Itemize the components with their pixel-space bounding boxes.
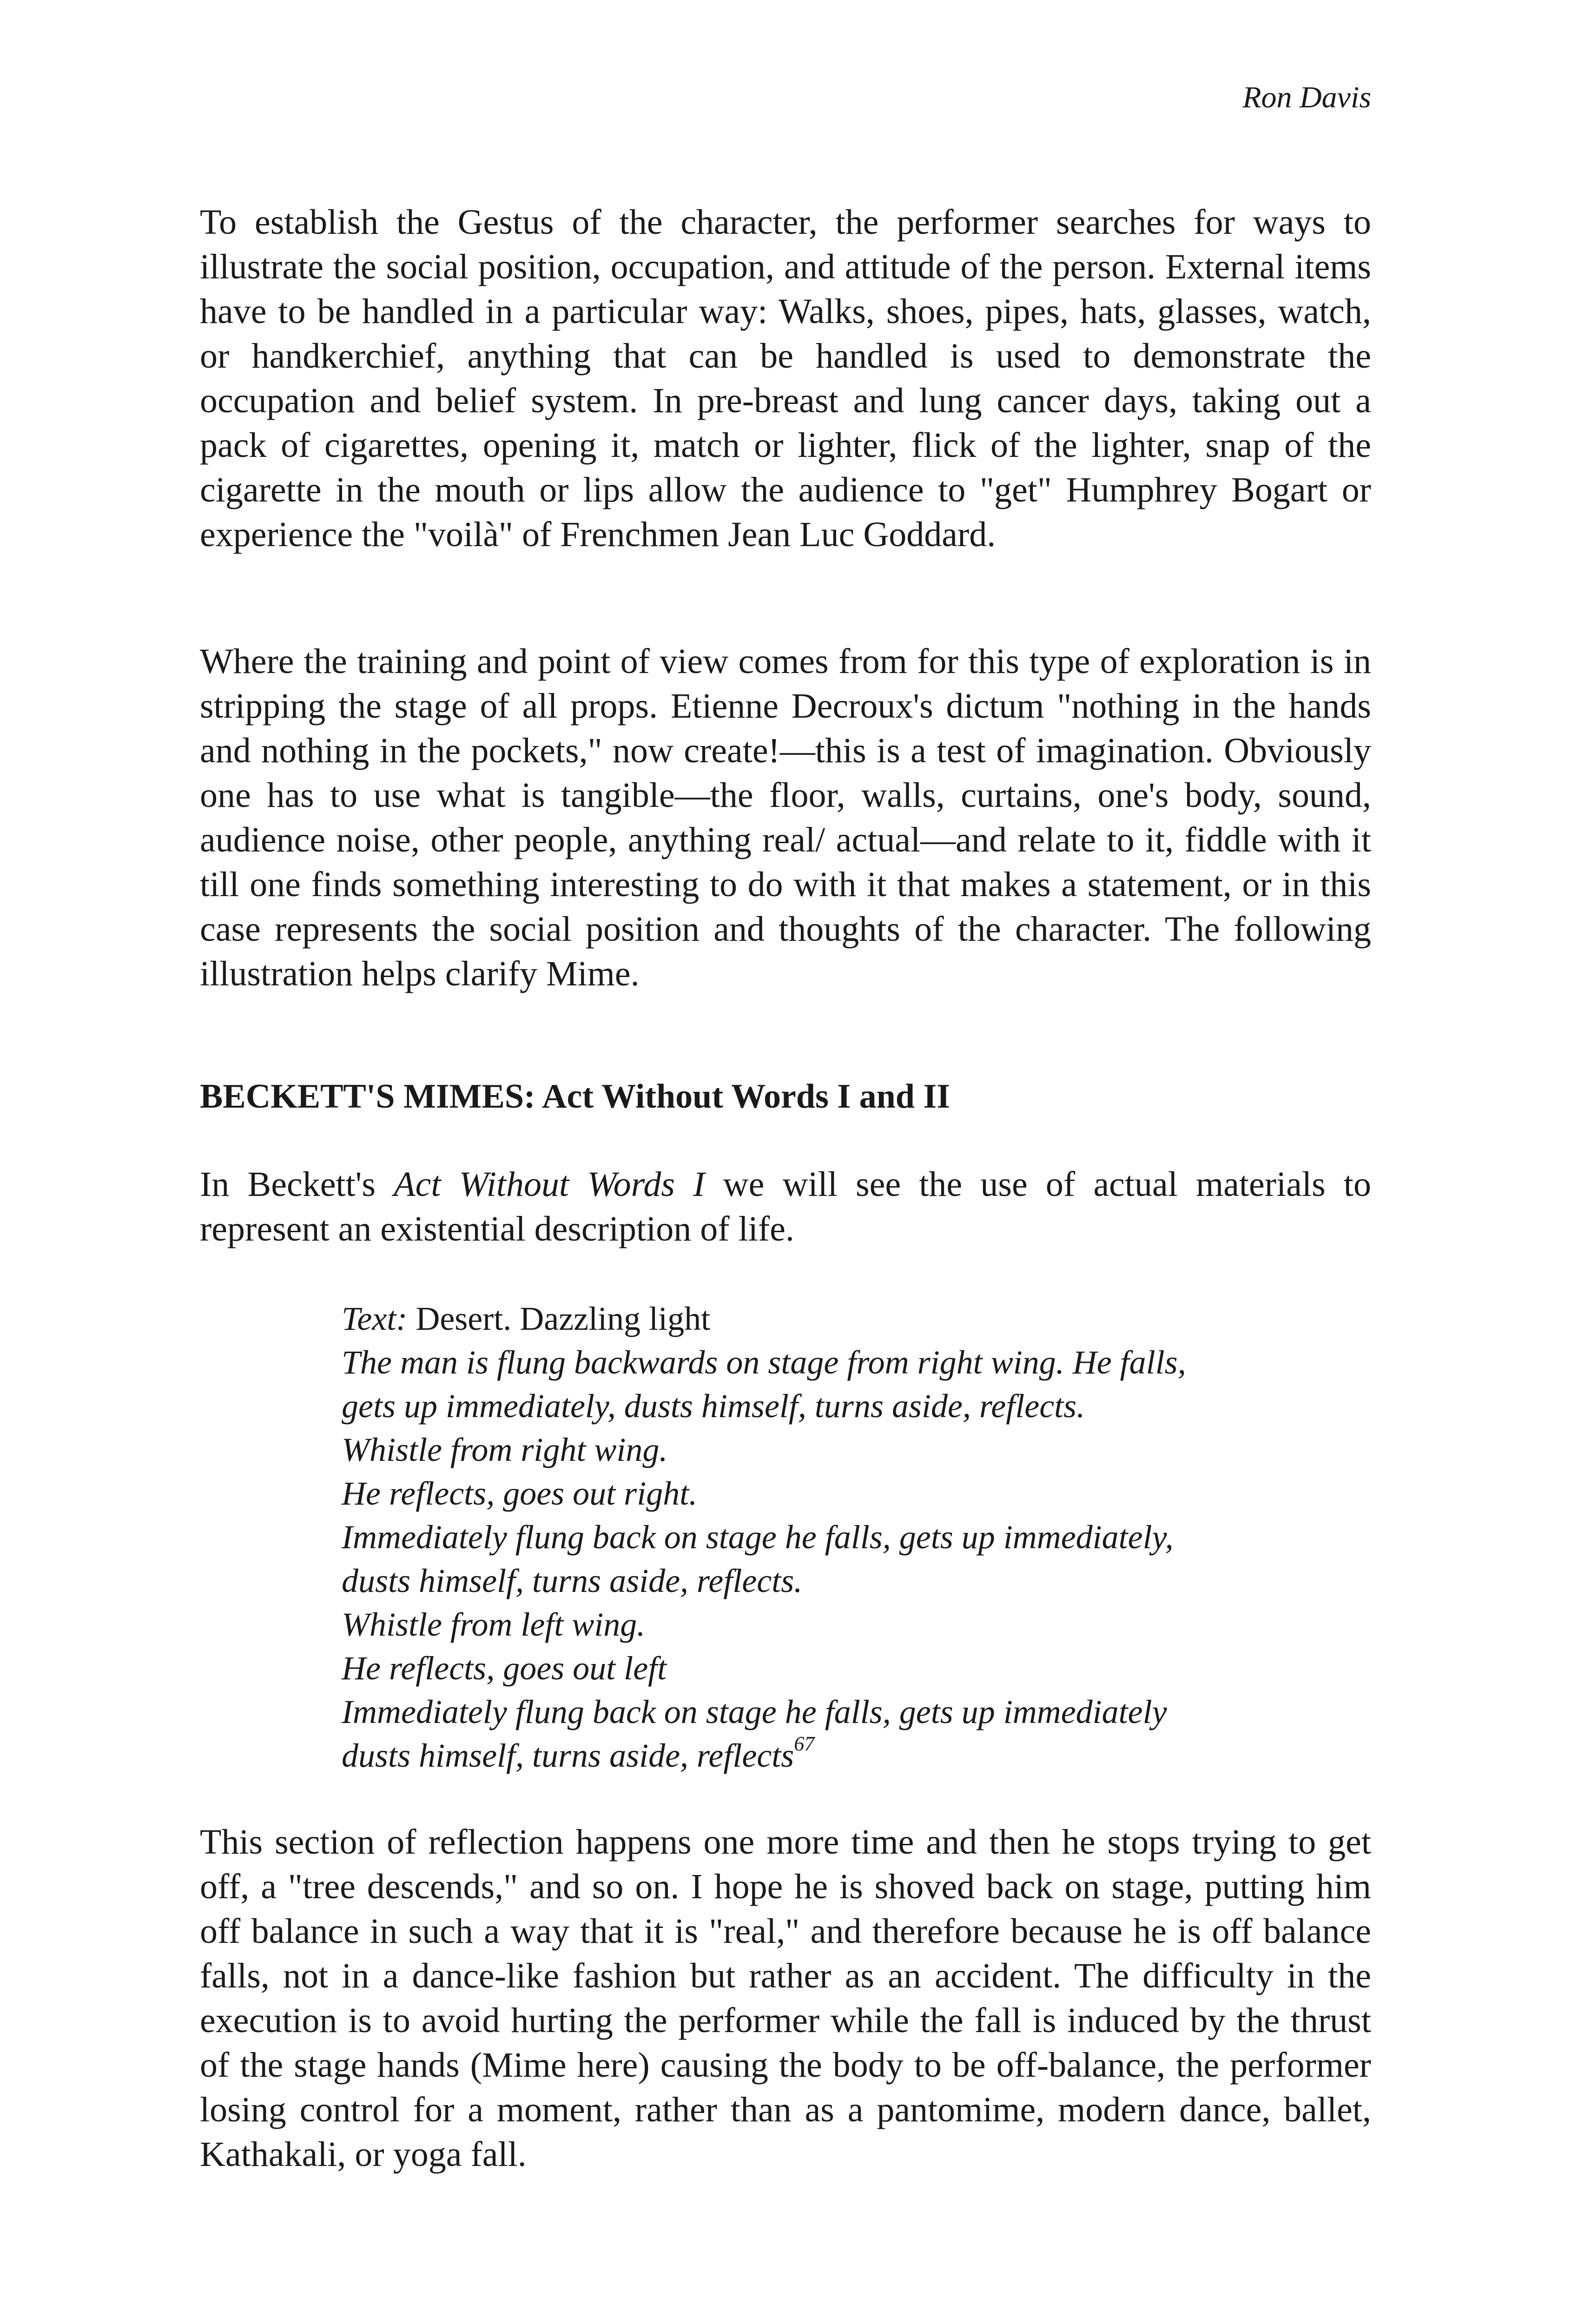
section-heading: BECKETT'S MIMES: Act Without Words I and II <box>200 1077 951 1116</box>
paragraph-act-without-words <box>200 1162 1371 1251</box>
work-title: Act Without Words I <box>394 1165 705 1204</box>
paragraph-gestus: To establish the Gestus of the character, the performer searches for ways to illustrate the social position, occupation, and attitude of the person. External items have to be handled in a particular way: Walks, shoes, pipes, hats, glasses, watch, or handkerchief, anything that can be handled is used to demonstrate the occupation and belief system. In pre-breast and lung cancer days, taking out a pack of cigarettes, opening it, match or lighter, flick of the lighter, snap of the cigarette in the mouth or lips allow the audience to "get" Humphrey Bogart or experience the "voilà" of Frenchmen Jean Luc Goddard. <box>200 203 1371 554</box>
paragraph-training: Where the training and point of view comes from for this type of exploration is in stripping the stage of all props. Etienne Decroux's dictum "nothing in the hands and nothing in the pockets," now create!—this is a test of imagination. Obviously one has to use what is tangible—the floor, walls, curtains, one's body, sound, audience noise, other people, anything real/ actual—and relate to it, fiddle with it till one finds something interesting to do with it that makes a statement, or in this case represents the social position and thoughts of the character. The following illustration helps clarify Mime. <box>200 642 1371 993</box>
footnote-marker: 67 <box>794 1732 815 1755</box>
quote-first-text: Desert. Dazzling light <box>416 1300 711 1337</box>
quote-line: The man is flung backwards on stage from right wing. He falls, <box>342 1344 1186 1381</box>
block-quote <box>342 1297 1364 1777</box>
quote-last-text: dusts himself, turns aside, reflects <box>342 1737 794 1774</box>
quote-line: Whistle from left wing. <box>342 1606 646 1643</box>
quote-line: He reflects, goes out right. <box>342 1475 698 1512</box>
running-head: Ron Davis <box>1242 80 1371 114</box>
paragraph-reflection: This section of reflection happens one more time and then he stops trying to get off, a "tree descends," and so on. I hope he is shoved back on stage, putting him off balance in such a way that it is "real," and therefore because he is off balance falls, not in a dance-like fashion but rather as an accident. The difficulty in the execution is to avoid hurting the performer while the fall is induced by the thrust of the stage hands (Mime here) causing the body to be off-balance, the performer losing control for a moment, rather than as a pantomime, modern dance, ballet, Kathakali, or yoga fall. <box>200 1822 1371 2174</box>
paragraph-text-start: In Beckett's <box>200 1165 394 1204</box>
quote-line: dusts himself, turns aside, reflects. <box>342 1562 803 1599</box>
quote-line: gets up immediately, dusts himself, turns aside, reflects. <box>342 1387 1085 1425</box>
quote-line: Whistle from right wing. <box>342 1431 668 1468</box>
quote-first-line <box>342 1297 1364 1340</box>
quote-last-line <box>342 1734 1364 1777</box>
quote-line: Immediately flung back on stage he falls, gets up immediately <box>342 1693 1167 1730</box>
quote-line: He reflects, goes out left <box>342 1650 667 1687</box>
paragraph-text-end: we will see the use of actual materials to represent an existential description of life. <box>200 1165 1371 1248</box>
quote-label: Text: <box>342 1300 408 1337</box>
quote-line: Immediately flung back on stage he falls, gets up immediately, <box>342 1519 1174 1556</box>
